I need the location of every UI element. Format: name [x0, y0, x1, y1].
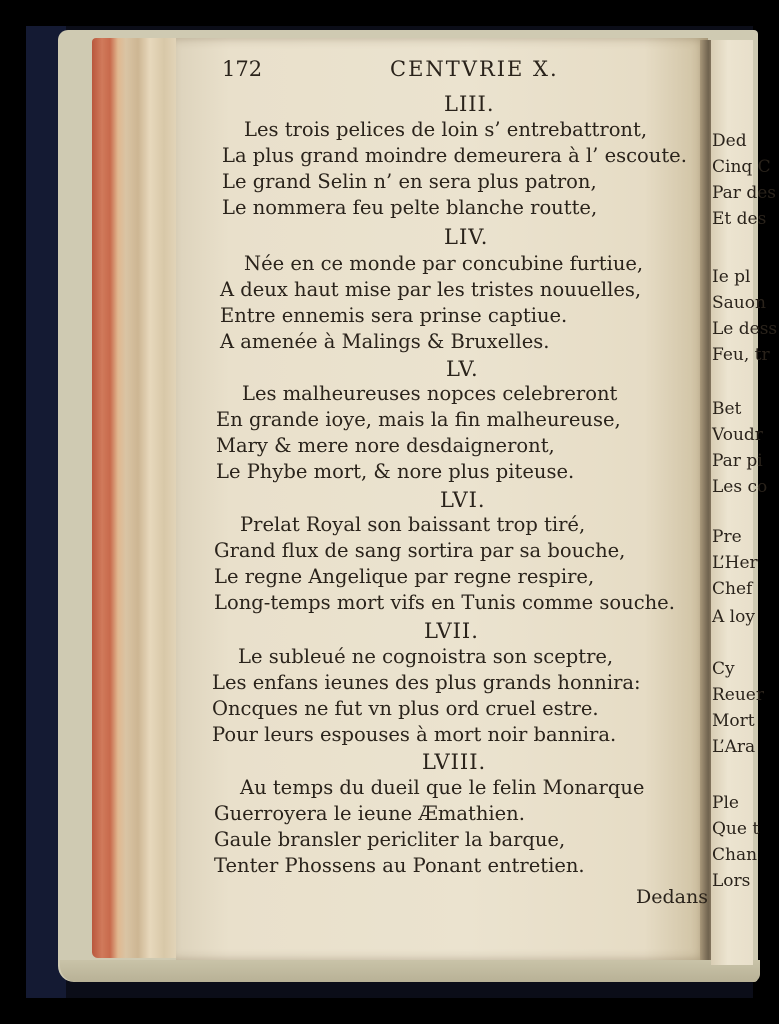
- facing-line: Sauon: [712, 293, 766, 313]
- verse-line: Tenter Phossens au Ponant entretien.: [214, 854, 585, 877]
- facing-line: Bet: [712, 399, 742, 419]
- page-number: 172: [222, 57, 263, 81]
- verse-line: Pour leurs espouses à mort noir bannira.: [212, 723, 617, 746]
- facing-line: Cy: [712, 659, 735, 679]
- verse-line: Le nommera feu pelte blanche routte,: [222, 196, 598, 219]
- facing-line: Voudr: [712, 425, 763, 445]
- verse-line: Le subleué ne cognoistra son sceptre,: [238, 645, 614, 668]
- verse-line: Prelat Royal son baissant trop tiré,: [240, 513, 586, 536]
- verse-line: Long-temps mort vifs en Tunis comme souche.: [214, 591, 675, 614]
- verse-line: A amenée à Malings & Bruxelles.: [220, 330, 550, 353]
- facing-line: Ple: [712, 793, 739, 813]
- verse-line: Le Phybe mort, & nore plus piteuse.: [216, 460, 575, 483]
- verse-line: Mary & mere nore desdaigneront,: [216, 434, 555, 457]
- facing-line: Reuer: [712, 685, 764, 705]
- verse-line: Née en ce monde par concubine furtiue,: [244, 252, 644, 275]
- facing-line: Que t: [712, 819, 760, 839]
- verse-line: Les trois pelices de loin s’ entrebattront,: [244, 118, 648, 141]
- catchword: Dedans: [636, 886, 708, 908]
- facing-line: Lors: [712, 871, 751, 891]
- quatrain-number: LIII.: [444, 92, 495, 116]
- facing-line: Par pi: [712, 451, 763, 471]
- quatrain-number: LV.: [446, 357, 479, 381]
- verse-line: Oncques ne fut vn plus ord cruel estre.: [212, 697, 599, 720]
- facing-line: Et des: [712, 209, 767, 229]
- facing-line: Par des: [712, 183, 777, 203]
- facing-line: L’Ara: [712, 737, 756, 757]
- facing-line: Chan: [712, 845, 758, 865]
- facing-line: L’Her: [712, 553, 758, 573]
- facing-line: Mort: [712, 711, 755, 731]
- verse-line: Entre ennemis sera prinse captiue.: [220, 304, 568, 327]
- quatrain-number: LVII.: [424, 619, 479, 643]
- verse-line: Gaule bransler pericliter la barque,: [214, 828, 566, 851]
- facing-line: Feu, tr: [712, 345, 770, 365]
- facing-line: Pre: [712, 527, 742, 547]
- verse-line: Au temps du dueil que le felin Monarque: [240, 776, 645, 799]
- page-edges: [92, 38, 182, 958]
- facing-line: Les co: [712, 477, 768, 497]
- verse-line: Les enfans ieunes des plus grands honnira:: [212, 671, 641, 694]
- verse-line: Guerroyera le ieune Æmathien.: [214, 802, 525, 825]
- running-title: CENTVRIE X.: [390, 57, 559, 81]
- verse-line: Grand flux de sang sortira par sa bouche,: [214, 539, 626, 562]
- facing-line: Le dess: [712, 319, 778, 339]
- verse-line: A deux haut mise par les tristes nouuelles,: [220, 278, 642, 301]
- verse-line: En grande ioye, mais la fin malheureuse,: [216, 408, 621, 431]
- verse-line: Les malheureuses nopces celebreront: [242, 382, 618, 405]
- facing-line: A loy: [712, 607, 755, 627]
- facing-line: Ded: [712, 131, 747, 151]
- facing-line: Chef: [712, 579, 753, 599]
- verse-line: Le grand Selin n’ en sera plus patron,: [222, 170, 597, 193]
- book-bottom-edge: [60, 960, 760, 982]
- quatrain-number: LVI.: [440, 488, 486, 512]
- quatrain-number: LIV.: [444, 225, 489, 249]
- verse-line: Le regne Angelique par regne respire,: [214, 565, 595, 588]
- facing-line: Cinq C: [712, 157, 771, 177]
- facing-line: Ie pl: [712, 267, 751, 287]
- verse-line: La plus grand moindre demeurera à l’ escoute.: [222, 144, 687, 167]
- quatrain-number: LVIII.: [422, 750, 487, 774]
